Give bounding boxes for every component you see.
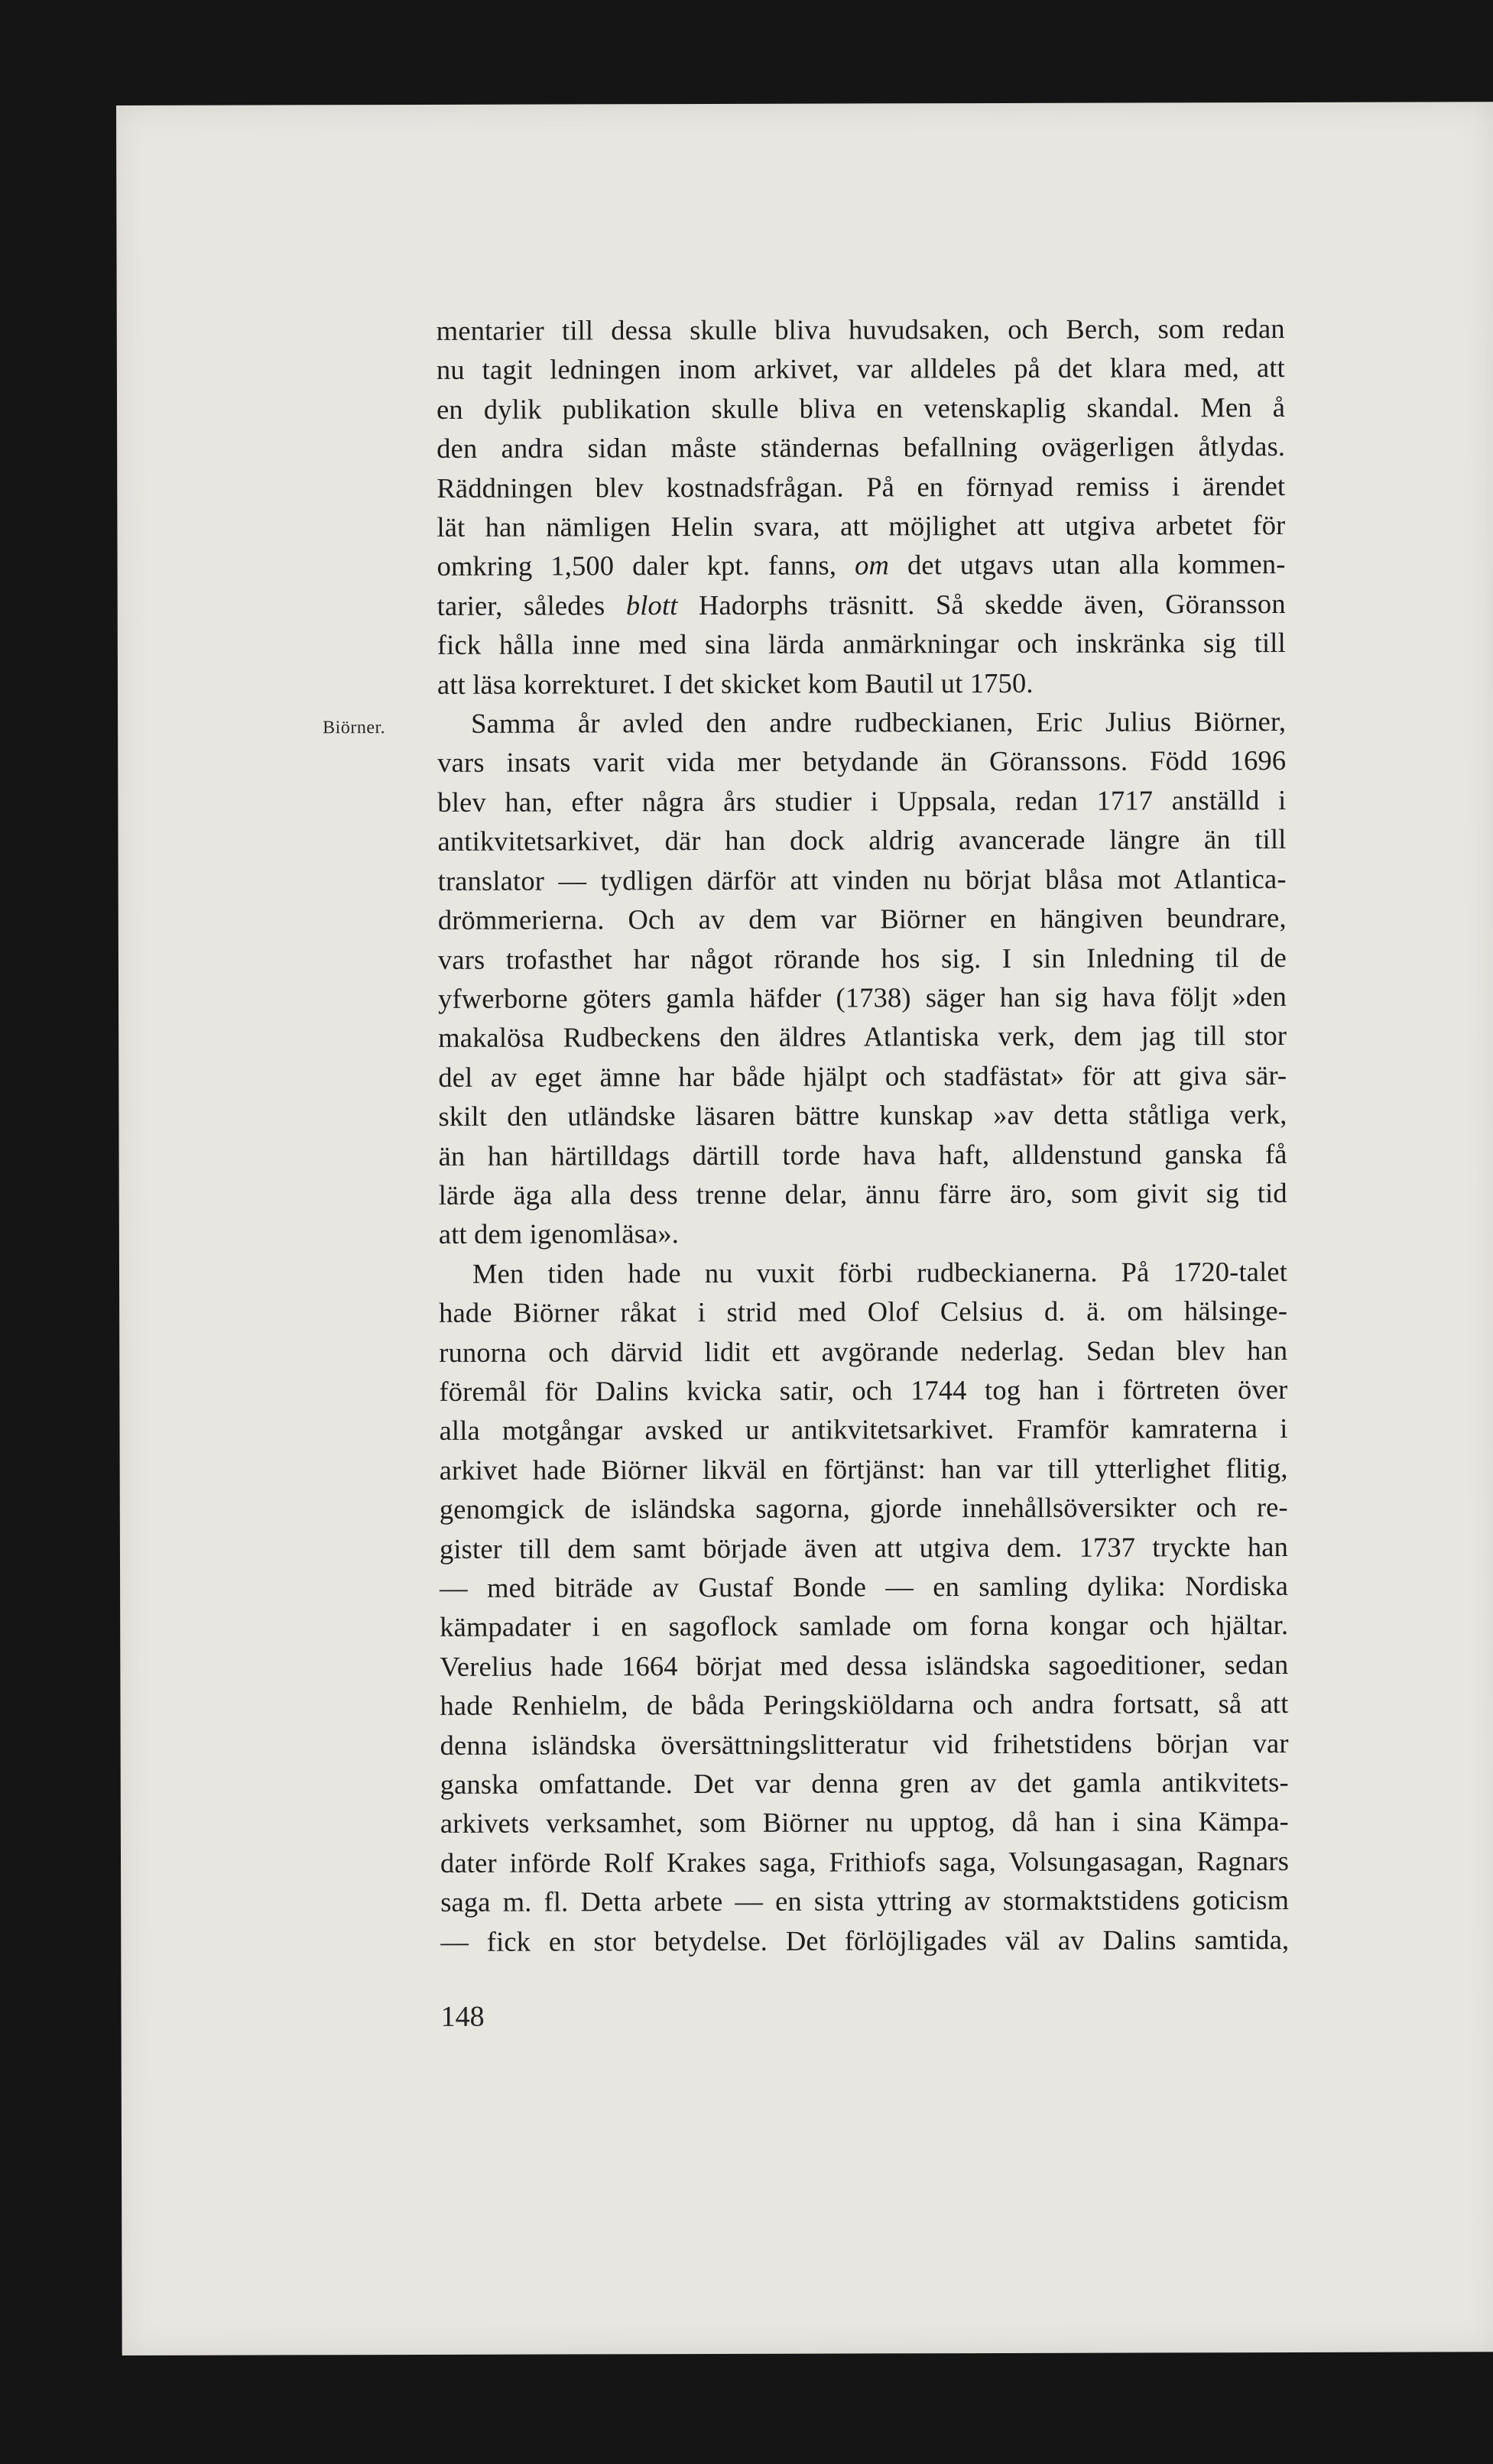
text-line: del av eget ämne har både hjälpt och stadfästat» för att giva sär- bbox=[438, 1059, 1287, 1093]
italic-word: om bbox=[854, 549, 890, 581]
text-line: blev han, efter några års studier i Uppsala, redan 1717 anställd i bbox=[437, 783, 1287, 818]
body-text bbox=[437, 309, 1290, 1961]
text-line: arkivets verksamhet, som Biörner nu upptog, då han i sina Kämpa- bbox=[440, 1805, 1289, 1840]
text-line: Men tiden hade nu vuxit förbi rudbeckianerna. På 1720-talet bbox=[472, 1255, 1288, 1289]
text-fragment: omkring 1,500 daler kpt. fanns, bbox=[437, 549, 855, 582]
text-line: kämpadater i en sagoflock samlade om forna kongar och hjältar. bbox=[440, 1609, 1289, 1643]
text-line: att läsa korrekturet. I det skicket kom Bautil ut 1750. bbox=[437, 666, 1034, 700]
text-line: nu tagit ledningen inom arkivet, var alldeles på det klara med, att bbox=[436, 352, 1285, 386]
text-line: vars trofasthet har något rörande hos sig. I sin Inledning til de bbox=[437, 941, 1287, 975]
text-line: föremål för Dalins kvicka satir, och 1744 tog han i förtreten över bbox=[439, 1373, 1288, 1407]
text-line: den andra sidan måste ständernas befallning ovägerligen åtlydas. bbox=[437, 430, 1286, 465]
text-line: yfwerborne göters gamla häfder (1738) säger han sig hava följt »den bbox=[438, 980, 1287, 1014]
text-line: denna isländska översättningslitteratur vid frihetstidens början var bbox=[440, 1726, 1289, 1761]
margin-note: Biörner. bbox=[323, 718, 386, 738]
text-line: mentarier till dessa skulle bliva huvudsaken, och Berch, som redan bbox=[436, 312, 1285, 346]
text-line: — fick en stor betydelse. Det förlöjligades väl av Dalins samtida, bbox=[440, 1923, 1290, 1957]
text-line: genomgick de isländska sagorna, gjorde innehållsöversikter och re- bbox=[439, 1491, 1288, 1525]
text-line: hade Biörner råkat i strid med Olof Celsius d. ä. om hälsinge- bbox=[439, 1295, 1288, 1329]
text-fragment: Hadorphs träsnitt. Så skedde även, Göransson bbox=[677, 587, 1286, 621]
text-line: hade Renhielm, de båda Peringskiöldarna och andra fortsatt, så att bbox=[440, 1688, 1289, 1722]
text-line: ganska omfattande. Det var denna gren av det gamla antikvitets- bbox=[440, 1766, 1289, 1800]
text-line: translator — tydligen därför att vinden nu börjat blåsa mot Atlantica- bbox=[437, 862, 1287, 896]
text-line: lät han nämligen Helin svara, att möjlighet att utgiva arbetet för bbox=[437, 509, 1286, 543]
text-line: Samma år avled den andre rudbeckianen, Eric Julius Biörner, bbox=[471, 705, 1287, 739]
text-fragment: det utgavs utan alla kommen- bbox=[888, 548, 1286, 581]
text-line: antikvitetsarkivet, där han dock aldrig avancerade längre än till bbox=[437, 823, 1287, 858]
text-line: arkivet hade Biörner likväl en förtjänst: han var till ytterlighet flitig, bbox=[439, 1451, 1288, 1486]
text-line bbox=[437, 544, 1286, 585]
text-line: skilt den utländske läsaren bättre kunskap »av detta ståtliga verk, bbox=[438, 1098, 1287, 1133]
text-line: Verelius hade 1664 börjat med dessa isländska sagoeditioner, sedan bbox=[440, 1648, 1289, 1682]
text-line: saga m. fl. Detta arbete — en sista yttring av stormaktstidens goticism bbox=[440, 1884, 1290, 1918]
italic-word: blott bbox=[625, 588, 678, 621]
text-line: drömmerierna. Och av dem var Biörner en hängiven beundrare, bbox=[437, 902, 1287, 935]
text-line: en dylik publikation skulle bliva en vetenskaplig skandal. Men å bbox=[436, 391, 1286, 425]
page-number: 148 bbox=[440, 2000, 485, 2033]
text-line: vars insats varit vida mer betydande än Göranssons. Född 1696 bbox=[437, 744, 1287, 779]
text-line: än han härtilldags därtill torde hava haft, alldenstund ganska få bbox=[438, 1137, 1287, 1172]
text-line: makalösa Rudbeckens den äldres Atlantiska verk, dem jag till stor bbox=[438, 1020, 1287, 1054]
text-line: att dem igenomläsa». bbox=[438, 1217, 680, 1250]
text-fragment: tarier, således bbox=[437, 589, 626, 621]
text-line: — med biträde av Gustaf Bonde — en samling dylika: Nordiska bbox=[440, 1569, 1289, 1603]
text-line bbox=[437, 584, 1286, 625]
book-page bbox=[116, 102, 1493, 2355]
text-line: fick hålla inne med sina lärda anmärkningar och inskränka sig till bbox=[437, 627, 1286, 661]
text-line: Räddningen blev kostnadsfrågan. På en förnyad remiss i ärendet bbox=[437, 469, 1286, 504]
text-line: dater införde Rolf Krakes saga, Frithiofs saga, Volsungasagan, Ragnars bbox=[440, 1844, 1290, 1879]
text-line: runorna och därvid lidit ett avgörande nederlag. Sedan blev han bbox=[439, 1334, 1288, 1368]
text-line: alla motgångar avsked ur antikvitetsarkivet. Framför kamraterna i bbox=[439, 1412, 1288, 1447]
text-line: lärde äga alla dess trenne delar, ännu färre äro, som givit sig tid bbox=[438, 1176, 1287, 1211]
text-line: gister till dem samt började även att utgiva dem. 1737 tryckte han bbox=[439, 1530, 1288, 1564]
